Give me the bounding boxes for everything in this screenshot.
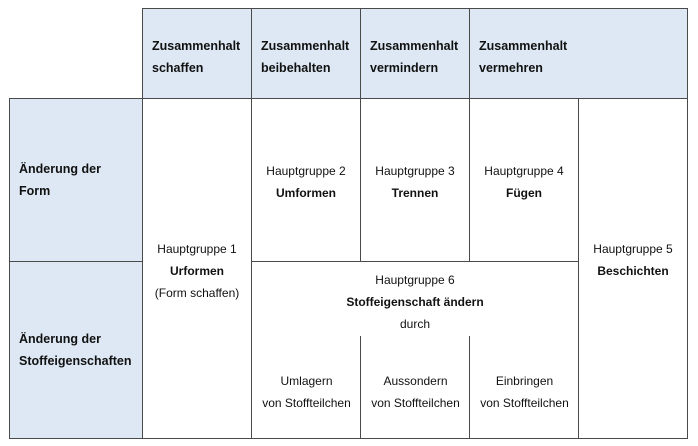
group-label: Hauptgruppe 5 — [593, 242, 673, 256]
hauptgruppe-2-box — [251, 98, 361, 262]
hauptgruppe-6-heading — [252, 269, 578, 335]
group-label: Hauptgruppe 4 — [484, 164, 564, 178]
sub-line-2: von Stoffteilchen — [480, 396, 569, 410]
group-connector: durch — [399, 317, 431, 331]
header-line-2: vermehren — [479, 61, 543, 75]
sub-umlagern — [252, 370, 361, 414]
header-aenderung-der-stoffeigenschaften — [9, 261, 143, 439]
header-line-1: Zusammenhalt — [261, 39, 350, 53]
header-line-1: Zusammenhalt — [152, 39, 241, 53]
group-label: Hauptgruppe 3 — [375, 164, 455, 178]
hauptgruppe-6-box — [251, 261, 579, 439]
group-name: Stoffeigenschaft ändern — [346, 295, 484, 309]
group-label: Hauptgruppe 2 — [266, 164, 346, 178]
header-line-2: Stoffeigenschaften — [19, 354, 132, 368]
hauptgruppe-3-box — [360, 98, 470, 262]
header-line-2: vermindern — [370, 61, 439, 75]
hauptgruppe-1-box — [142, 98, 252, 439]
sub-line-2: von Stoffteilchen — [262, 396, 351, 410]
header-line-2: schaffen — [152, 61, 204, 75]
header-aenderung-der-form — [9, 98, 143, 262]
header-line-1: Änderung der — [19, 162, 101, 176]
sub-line-1: Einbringen — [495, 374, 554, 388]
header-zusammenhalt-vermindern — [360, 8, 470, 99]
group-label: Hauptgruppe 1 — [157, 242, 237, 256]
group-name: Urformen — [169, 264, 224, 278]
divider-line — [360, 336, 361, 439]
group-label: Hauptgruppe 6 — [375, 273, 455, 287]
sub-line-2: von Stoffteilchen — [371, 396, 460, 410]
group-note: (Form schaffen) — [154, 286, 240, 300]
header-line-1: Änderung der — [19, 332, 101, 346]
group-name: Fügen — [506, 186, 542, 200]
group-name: Beschichten — [597, 264, 669, 278]
header-line-1: Zusammenhalt — [370, 39, 459, 53]
header-line-2: beibehalten — [261, 61, 331, 75]
header-zusammenhalt-schaffen — [142, 8, 252, 99]
sub-line-1: Umlagern — [280, 374, 333, 388]
sub-einbringen — [470, 370, 579, 414]
header-line-1: Zusammenhalt — [479, 39, 568, 53]
divider-line — [469, 336, 470, 439]
group-name: Umformen — [275, 186, 336, 200]
header-line-2: Form — [19, 184, 51, 198]
group-name: Trennen — [391, 186, 439, 200]
header-zusammenhalt-beibehalten — [251, 8, 361, 99]
sub-line-1: Aussondern — [383, 374, 448, 388]
header-zusammenhalt-vermehren — [469, 8, 688, 99]
hauptgruppe-5-box — [578, 98, 688, 439]
sub-aussondern — [361, 370, 470, 414]
hauptgruppe-4-box — [469, 98, 579, 262]
